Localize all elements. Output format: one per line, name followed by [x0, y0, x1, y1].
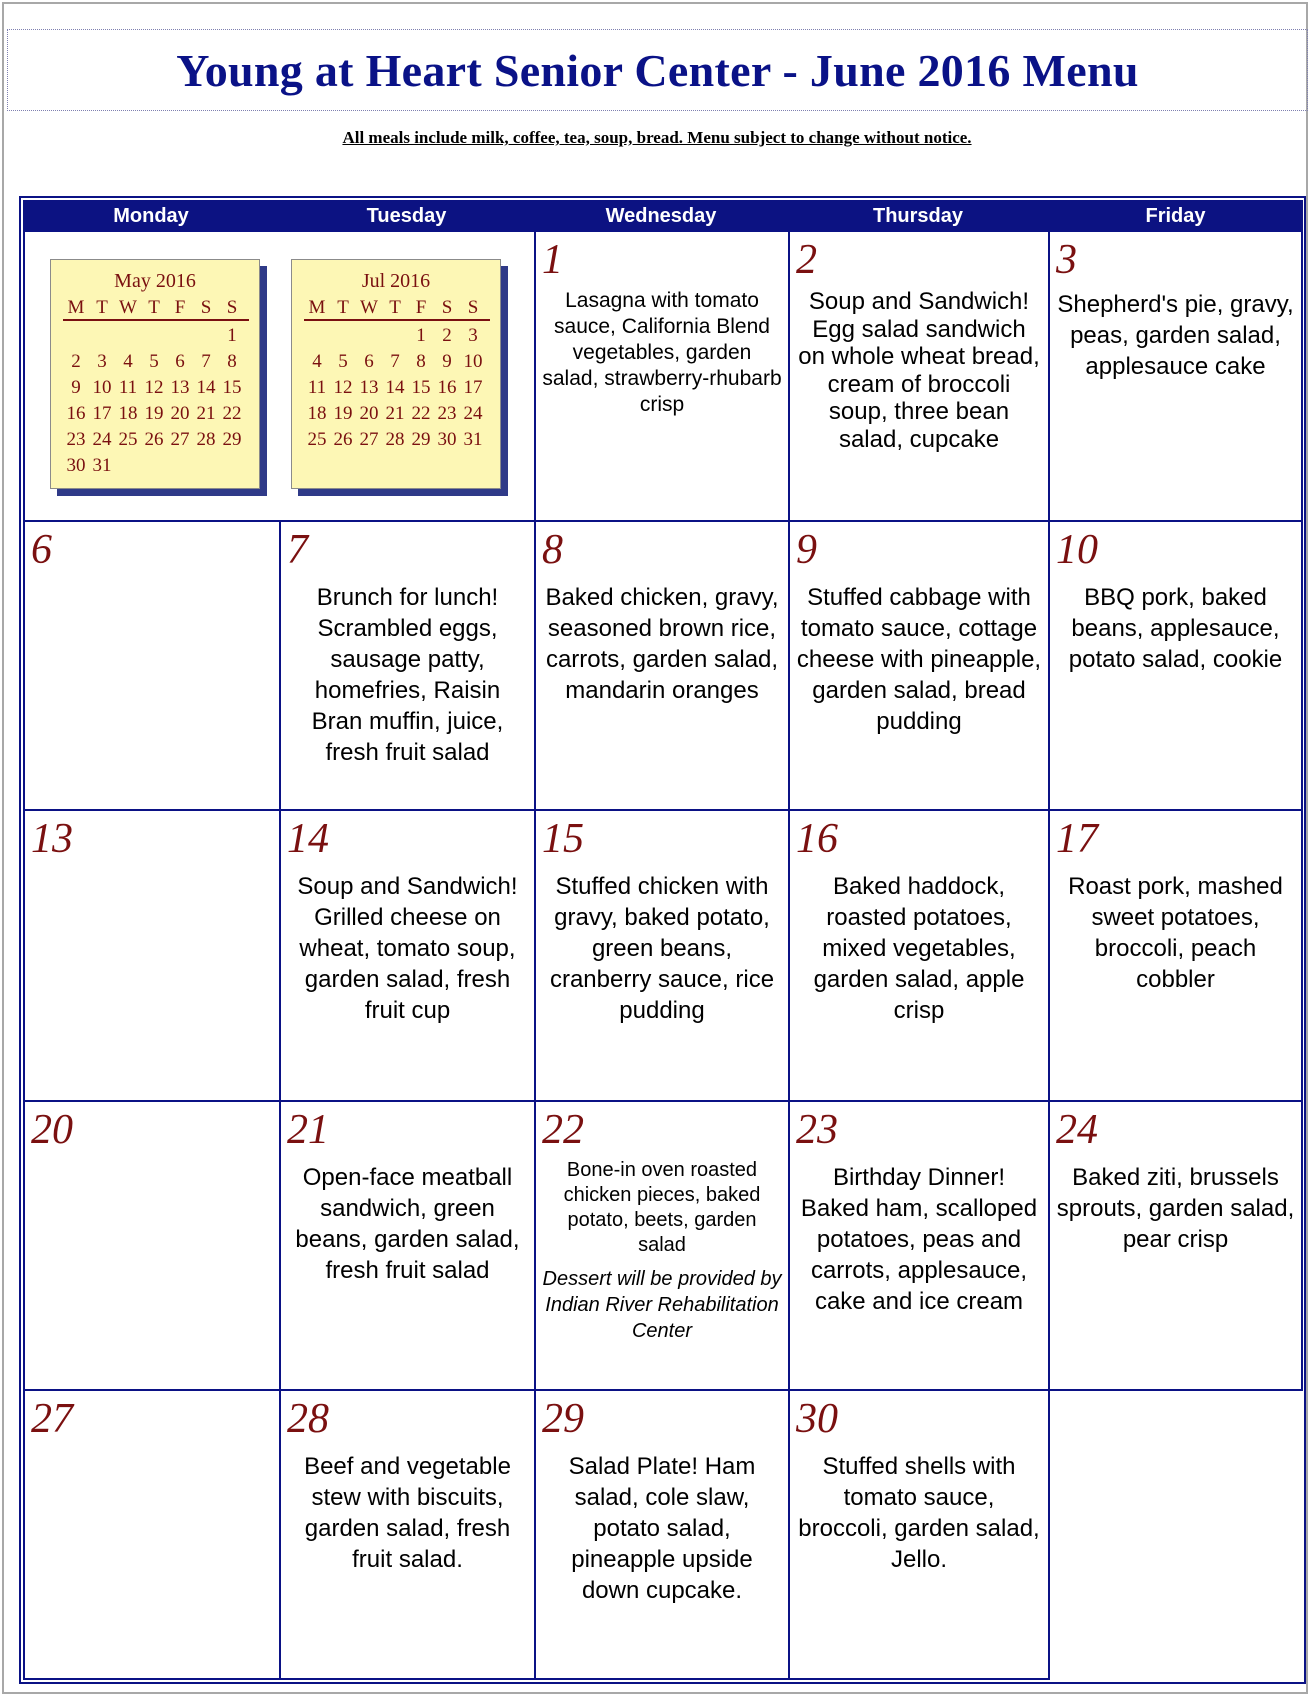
menu-text: BBQ pork, baked beans, applesauce, potato salad, cookie	[1068, 584, 1283, 673]
mini-calendar-week-row	[304, 401, 486, 427]
mini-calendar-weekday: T	[96, 297, 108, 318]
mini-calendar-date: 30	[66, 455, 86, 476]
mini-calendar-may	[50, 259, 260, 489]
mini-calendar-date: 18	[307, 403, 327, 424]
day-cell-28	[279, 1389, 536, 1680]
mini-calendar-date: 12	[144, 377, 164, 398]
day-number: 21	[287, 1107, 329, 1153]
mini-calendar-date: 20	[170, 403, 190, 424]
mini-calendar-date: 25	[307, 429, 327, 450]
mini-calendar-date: 31	[92, 455, 112, 476]
mini-calendar-date: 8	[227, 351, 237, 372]
day-number: 1	[542, 237, 563, 283]
day-cell-23	[788, 1100, 1050, 1391]
day-cell-9	[788, 520, 1050, 811]
day-cell-17	[1048, 809, 1303, 1102]
day-cell-27	[23, 1389, 281, 1680]
mini-calendar-date: 24	[463, 403, 483, 424]
day-cell-6	[23, 520, 281, 811]
day-cell-10	[1048, 520, 1303, 811]
menu-text: Brunch for lunch! Scrambled eggs, sausage patty, homefries, Raisin Bran muffin, juice, fresh fruit salad	[311, 584, 504, 766]
menu-text: Baked chicken, gravy, seasoned brown rice, carrots, garden salad, mandarin oranges	[545, 584, 779, 704]
mini-calendar-date: 17	[92, 403, 112, 424]
mini-calendar-date	[304, 323, 330, 349]
day-cell-1	[534, 230, 790, 522]
menu-text: Salad Plate! Ham salad, cole slaw, potato salad, pineapple upside down cupcake.	[568, 1453, 756, 1604]
day-cell-2	[788, 230, 1050, 522]
menu-note: All meals include milk, coffee, tea, soup, bread. Menu subject to change without notice.	[342, 128, 972, 147]
day-cell-22	[534, 1100, 790, 1391]
menu-block	[542, 1158, 782, 1344]
mini-calendar-title: May 2016	[114, 270, 196, 292]
title-box	[7, 29, 1308, 111]
mini-calendar-weekday: M	[67, 297, 85, 318]
day-cell-7	[279, 520, 536, 811]
mini-calendar-date: 17	[463, 377, 483, 398]
mini-calendar-weekday: W	[119, 297, 137, 318]
day-number: 16	[796, 816, 838, 862]
mini-calendar-date: 10	[463, 351, 483, 372]
day-number: 22	[542, 1107, 584, 1153]
menu-text: Baked haddock, roasted potatoes, mixed vegetables, garden salad, apple crisp	[813, 873, 1025, 1024]
mini-calendar-date: 13	[170, 377, 190, 398]
day-number: 3	[1056, 237, 1077, 283]
mini-calendar-date: 6	[364, 351, 374, 372]
mini-calendar-date: 7	[201, 351, 211, 372]
mini-calendar-date: 18	[118, 403, 138, 424]
mini-calendar-date: 26	[144, 429, 164, 450]
mini-calendar-date: 10	[92, 377, 112, 398]
mini-calendar-date: 25	[118, 429, 138, 450]
day-number: 29	[542, 1396, 584, 1442]
mini-calendar-date: 4	[123, 351, 133, 372]
mini-calendar-date: 2	[71, 351, 81, 372]
mini-calendar-date: 4	[312, 351, 322, 372]
header-friday: Friday	[1145, 205, 1206, 227]
menu-text: Stuffed chicken with gravy, baked potato, green beans, cranberry sauce, rice pudding	[549, 873, 775, 1024]
mini-calendar-date	[141, 323, 167, 349]
mini-calendar-date	[115, 453, 141, 479]
mini-calendar-weekday: W	[360, 297, 378, 318]
day-cell-14	[279, 809, 536, 1102]
mini-calendar-date	[219, 453, 245, 479]
menu-text: Shepherd's pie, gravy, peas, garden salad, applesauce cake	[1057, 291, 1294, 380]
mini-calendar-week-row	[304, 349, 486, 375]
mini-calendar-week-row	[63, 349, 245, 375]
menu-text: Stuffed shells with tomato sauce, broccoli, garden salad, Jello.	[798, 1453, 1040, 1573]
mini-calendar-date: 19	[333, 403, 353, 424]
day-cell-8	[534, 520, 790, 811]
menu-text: Soup and Sandwich! Grilled cheese on wheat, tomato soup, garden salad, fresh fruit cup	[297, 873, 518, 1024]
day-number: 6	[31, 527, 52, 573]
day-number: 10	[1056, 527, 1098, 573]
mini-calendar-date: 15	[222, 377, 242, 398]
day-cell-13	[23, 809, 281, 1102]
page-title: Young at Heart Senior Center - June 2016 Menu	[176, 44, 1139, 96]
mini-calendar-date: 3	[468, 325, 478, 346]
mini-calendar-date: 12	[333, 377, 353, 398]
header-wednesday: Wednesday	[605, 205, 717, 227]
mini-calendar-date: 29	[411, 429, 431, 450]
header-thursday: Thursday	[872, 205, 964, 227]
day-number: 9	[796, 527, 817, 573]
mini-calendar-date: 19	[144, 403, 164, 424]
day-number: 17	[1056, 816, 1098, 862]
mini-calendar-date	[193, 323, 219, 349]
mini-calendar-date: 21	[385, 403, 405, 424]
mini-calendar-date: 11	[118, 377, 138, 398]
mini-calendar-date: 16	[66, 403, 86, 424]
mini-calendar-weekday: M	[308, 297, 326, 318]
mini-calendar-date: 1	[416, 325, 426, 346]
mini-calendar-date	[141, 453, 167, 479]
mini-calendar-date: 29	[222, 429, 242, 450]
mini-calendar-date: 3	[97, 351, 107, 372]
mini-calendar-week-row	[63, 323, 245, 349]
mini-calendar-week-row	[304, 427, 486, 453]
mini-calendar-weekday: S	[226, 297, 238, 318]
mini-calendar-date: 14	[385, 377, 405, 398]
mini-calendar-date: 22	[411, 403, 431, 424]
mini-calendar-date	[63, 323, 89, 349]
mini-calendar-date: 2	[442, 325, 452, 346]
mini-calendar-week-row	[63, 375, 245, 401]
day-number: 28	[287, 1396, 329, 1442]
mini-calendar-jul	[291, 259, 501, 489]
mini-calendar-date: 31	[463, 429, 483, 450]
mini-calendar-date: 15	[411, 377, 431, 398]
day-cell-15	[534, 809, 790, 1102]
mini-calendar-date: 23	[66, 429, 86, 450]
mini-calendar-date	[382, 323, 408, 349]
mini-calendar-date	[115, 323, 141, 349]
day-number: 27	[31, 1396, 73, 1442]
mini-calendar-weekday: F	[174, 297, 186, 318]
menu-text: Roast pork, mashed sweet potatoes, broccoli, peach cobbler	[1068, 873, 1283, 993]
mini-calendar-weekday: T	[389, 297, 401, 318]
day-cell-24	[1048, 1100, 1303, 1391]
mini-calendar-date: 11	[307, 377, 327, 398]
mini-calendar-weekday-row	[304, 295, 486, 321]
mini-calendar-date: 27	[359, 429, 379, 450]
menu-text: Beef and vegetable stew with biscuits, garden salad, fresh fruit salad.	[304, 1453, 511, 1573]
mini-calendar-date: 21	[196, 403, 216, 424]
dessert-note: Dessert will be provided by Indian River Rehabilitation Center	[542, 1268, 782, 1342]
menu-text: Soup and Sandwich! Egg salad sandwich on whole wheat bread, cream of broccoli soup, three bean salad, cupcake	[798, 288, 1040, 453]
mini-calendar-date: 13	[359, 377, 379, 398]
day-cell-20	[23, 1100, 281, 1391]
mini-calendar-week-row	[63, 427, 245, 453]
mini-calendar-weekday: T	[148, 297, 160, 318]
mini-calendar-weekday-row	[63, 295, 245, 321]
menu-text: Birthday Dinner! Baked ham, scalloped potatoes, peas and carrots, applesauce, cake and ice cream	[800, 1164, 1038, 1315]
day-number: 30	[796, 1396, 838, 1442]
day-cell-30	[788, 1389, 1050, 1680]
day-number: 2	[796, 237, 817, 283]
mini-calendar-date: 1	[227, 325, 237, 346]
mini-calendar-weekday: S	[441, 297, 453, 318]
day-number: 13	[31, 816, 73, 862]
header-tuesday: Tuesday	[366, 205, 447, 227]
mini-calendar-date: 6	[175, 351, 185, 372]
mini-calendar-date: 28	[385, 429, 405, 450]
day-cell-16	[788, 809, 1050, 1102]
mini-calendar-date: 28	[196, 429, 216, 450]
day-number: 8	[542, 527, 563, 573]
mini-calendar-week-row	[63, 453, 245, 479]
mini-calendar-week-row	[304, 375, 486, 401]
menu-text: Baked ziti, brussels sprouts, garden salad, pear crisp	[1056, 1164, 1295, 1253]
mini-calendar-date: 22	[222, 403, 242, 424]
day-number: 7	[287, 527, 308, 573]
day-cell-3	[1048, 230, 1303, 522]
mini-calendar-date: 14	[196, 377, 216, 398]
mini-calendar-date: 8	[416, 351, 426, 372]
mini-calendar-weekday: T	[337, 297, 349, 318]
mini-calendar-grid	[63, 295, 245, 479]
header-monday: Monday	[113, 205, 189, 227]
mini-calendar-date: 24	[92, 429, 112, 450]
mini-calendar-date	[330, 323, 356, 349]
mini-calendar-date	[167, 323, 193, 349]
mini-calendar-weekday: S	[467, 297, 479, 318]
mini-calendar-date: 26	[333, 429, 353, 450]
mini-calendar-date: 20	[359, 403, 379, 424]
mini-calendar-date: 30	[437, 429, 457, 450]
mini-calendar-date	[167, 453, 193, 479]
mini-calendar-week-row	[63, 401, 245, 427]
menu-text: Stuffed cabbage with tomato sauce, cottage cheese with pineapple, garden salad, bread pudding	[796, 584, 1042, 735]
mini-calendar-title: Jul 2016	[361, 270, 431, 292]
mini-calendar-grid	[304, 295, 486, 453]
mini-calendar-date: 9	[71, 377, 81, 398]
day-number: 23	[796, 1107, 838, 1153]
day-number: 14	[287, 816, 329, 862]
mini-calendar-date: 5	[338, 351, 348, 372]
day-number: 20	[31, 1107, 73, 1153]
mini-calendar-date	[89, 323, 115, 349]
day-cell-29	[534, 1389, 790, 1680]
mini-calendar-date: 9	[442, 351, 452, 372]
mini-calendar-weekday: S	[200, 297, 212, 318]
day-number: 15	[542, 816, 584, 862]
mini-calendar-weekday: F	[415, 297, 427, 318]
mini-calendar-date	[356, 323, 382, 349]
day-cell-21	[279, 1100, 536, 1391]
mini-calendar-date: 27	[170, 429, 190, 450]
mini-calendar-week-row	[304, 323, 486, 349]
mini-calendar-date	[193, 453, 219, 479]
menu-text: Lasagna with tomato sauce, California Blend vegetables, garden salad, strawberry-rhubarb crisp	[542, 289, 782, 416]
mini-calendar-date: 5	[149, 351, 159, 372]
mini-calendar-cell-may	[23, 230, 281, 522]
mini-calendar-date: 23	[437, 403, 457, 424]
mini-calendar-date: 7	[390, 351, 400, 372]
mini-calendar-cell-jul	[279, 230, 536, 522]
day-number: 24	[1056, 1107, 1098, 1153]
menu-text: Open-face meatball sandwich, green beans, garden salad, fresh fruit salad	[295, 1164, 520, 1284]
mini-calendar-date: 16	[437, 377, 457, 398]
menu-text: Bone-in oven roasted chicken pieces, baked potato, beets, garden salad	[563, 1159, 761, 1256]
